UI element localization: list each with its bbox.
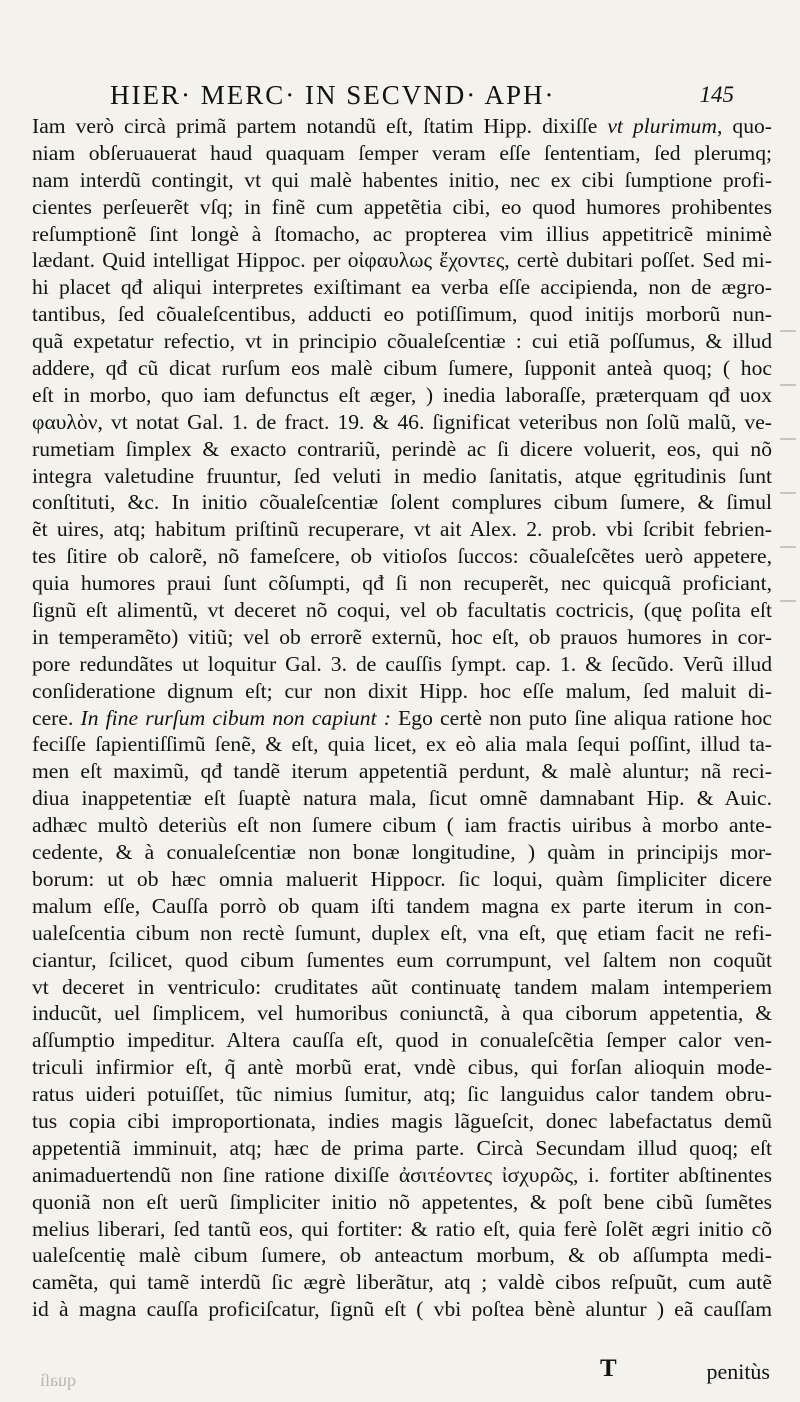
text-line bbox=[32, 543, 772, 570]
text-line bbox=[32, 409, 772, 436]
italic-quote: In fine rurſum cibum non capiunt : bbox=[80, 705, 391, 730]
bleed-through-text: quaſi bbox=[40, 1370, 76, 1390]
text-line bbox=[32, 705, 772, 732]
text-line bbox=[32, 1269, 772, 1296]
text-line bbox=[32, 274, 772, 301]
line-text: , quo- bbox=[716, 114, 772, 138]
line-text: melius liberari, ſed tantũ eos, qui fortiter: & ratio eſt, quia ferè ſolẽt ægri initio cõ bbox=[32, 1216, 772, 1241]
line-text: cere. bbox=[32, 705, 81, 730]
text-line bbox=[32, 194, 772, 221]
text-line bbox=[32, 221, 772, 248]
text-line bbox=[32, 1108, 772, 1135]
text-line bbox=[32, 731, 772, 758]
text-line bbox=[32, 1216, 772, 1243]
text-line bbox=[32, 1027, 772, 1054]
text-line bbox=[32, 328, 772, 355]
text-line bbox=[32, 140, 772, 167]
line-text: in temperamẽto) vitiũ; vel ob errorẽ externũ, hoc eſt, ob prauos humores in cor- bbox=[32, 624, 772, 649]
line-text: integra valetudine fruuntur, ſed veluti in medio ſanitatis, atque ęgritudinis ſunt bbox=[32, 463, 772, 488]
line-text: camẽta, qui tamẽ interdũ ſic ægrè liberãtur, atq ; valdè cibos reſpuũt, cum autẽ bbox=[32, 1270, 772, 1295]
line-text: appetentiã imminuit, atq; hæc de prima parte. Circà Secundam illud quoq; eſt bbox=[32, 1135, 772, 1160]
text-line bbox=[32, 489, 772, 516]
line-text: triculi infirmior eſt, q̃ antè morbũ erat, vndè cibus, qui forſan alioquin mode- bbox=[32, 1055, 772, 1080]
line-text: lædant. Quid intelligat Hippoc. per οἰφαυλως ἔχοντες, certè dubitari poſſet. Sed mi- bbox=[32, 248, 772, 273]
text-line bbox=[32, 812, 772, 839]
text-line bbox=[32, 463, 772, 490]
body-text bbox=[32, 113, 772, 1323]
line-text: rumetiam ſimplex & exacto contrariũ, perindè ac ſi dicere voluerit, eos, qui nõ bbox=[32, 436, 772, 461]
text-line bbox=[32, 1054, 772, 1081]
text-line bbox=[32, 516, 772, 543]
line-text: inducũt, uel ſimplicem, vel humoribus coniunctã, à qua ciborum appetentia, & bbox=[32, 1001, 772, 1026]
text-line bbox=[32, 866, 772, 893]
line-text: eſt in morbo, quo iam defunctus eſt æger, ) inedia laboraſſe, præterquam qđ uox bbox=[32, 382, 772, 407]
text-line bbox=[32, 1189, 772, 1216]
text-line bbox=[32, 651, 772, 678]
text-line bbox=[32, 974, 772, 1001]
margin-bleed-marks bbox=[774, 320, 796, 620]
line-text: tus copia cibi improportionata, indies magis lãgueſcit, donec labefactatus demũ bbox=[32, 1108, 772, 1133]
text-line bbox=[32, 1081, 772, 1108]
text-line bbox=[32, 758, 772, 785]
line-text: Ego certè non puto ſine aliqua ratione hoc bbox=[390, 705, 772, 730]
line-text: diua inappetentiæ eſt ſuaptè natura mala, ſicut omnẽ damnabant Hip. & Auic. bbox=[32, 786, 772, 811]
line-text: Iam verò circà primã partem notandũ eſt, ſtatim Hipp. dixiſſe bbox=[32, 114, 608, 138]
text-line bbox=[32, 624, 772, 651]
line-text: addere, qđ cũ dicat rurſum eos malè cibum ſumere, ſupponit anteà quoq; ( hoc bbox=[32, 356, 772, 381]
italic-quote: vt plurimum bbox=[607, 114, 717, 138]
signature-mark: T bbox=[600, 1355, 617, 1382]
line-text: men eſt maximũ, qđ tandẽ iterum appetentiã perdunt, & malè aluntur; nã reci- bbox=[32, 759, 772, 784]
line-text: hi placet qđ aliqui interpretes exiſtimant ea verba eſſe accipienda, non de ægro- bbox=[32, 275, 772, 300]
text-line bbox=[32, 436, 772, 463]
text-line bbox=[32, 920, 772, 947]
line-text: malum eſſe, Cauſſa porrò ob quam iſti tandem magna ex parte iterum in con- bbox=[32, 893, 772, 918]
text-line bbox=[32, 570, 772, 597]
line-text: ualeſcentia cibum non rectè ſumunt, duplex eſt, vna eſt, quę etiam facit ne refi- bbox=[32, 920, 772, 945]
line-text: conſideratione dignum eſt; cur non dixit Hipp. hoc eſſe malum, ſed maluit di- bbox=[32, 678, 772, 703]
text-line bbox=[32, 678, 772, 705]
line-text: φαυλὸν, vt notat Gal. 1. de fract. 19. & 46. ſignificat veteribus non ſolũ malũ, ve- bbox=[32, 409, 772, 434]
text-line bbox=[32, 382, 772, 409]
line-text: aſſumptio impeditur. Altera cauſſa eſt, quod in conualeſcẽtia ſemper calor ven- bbox=[32, 1028, 772, 1053]
page-number: 145 bbox=[699, 82, 734, 107]
text-line bbox=[32, 301, 772, 328]
line-text: borum: ut ob hæc omnia maluerit Hippocr. ſic loqui, quàm ſimpliciter dicere bbox=[32, 866, 772, 891]
catchword: penitùs bbox=[706, 1359, 770, 1384]
page-header bbox=[0, 80, 800, 116]
text-line bbox=[32, 947, 772, 974]
line-text: ſignũ eſt alimentũ, vt deceret nõ coqui, vel ob facultatis coctricis, (quę poſita eſt bbox=[32, 598, 772, 623]
line-text: ualeſcentię malè cibum ſumere, ob anteactum morbum, & ob aſſumpta medi- bbox=[32, 1243, 772, 1268]
text-line bbox=[32, 1135, 772, 1162]
line-text: cientes perſeuerẽt vſq; in finẽ cum appetẽtia cibi, eo quod humores prohibentes bbox=[32, 194, 772, 219]
line-text: ẽt uires, atq; habitum priſtinũ recuperare, vt ait Alex. 2. prob. vbi ſcribit febrien- bbox=[32, 517, 772, 542]
text-line bbox=[32, 597, 772, 624]
text-line bbox=[32, 247, 772, 274]
line-text: cedente, & à conualeſcentiæ non bonæ longitudine, ) quàm in principijs mor- bbox=[32, 840, 772, 865]
text-line bbox=[32, 1242, 772, 1269]
line-text: adhæc multò deteriùs eſt non ſumere cibum ( iam fractis uiribus à morbo ante- bbox=[32, 813, 772, 838]
line-text: tes ſitire ob calorẽ, nõ fameſcere, ob vitioſos ſuccos: cõualeſcẽtes uerò appetere, bbox=[32, 544, 772, 569]
text-line bbox=[32, 355, 772, 382]
line-text: feciſſe ſapientiſſimũ ſenẽ, & eſt, quia licet, ex eò alia mala ſequi poſſint, illud ta- bbox=[32, 732, 772, 757]
line-text: quoniã non eſt uerũ ſimpliciter initio nõ appetentes, & poſt bene cibũ ſumẽtes bbox=[32, 1189, 772, 1214]
line-text: nam interdũ contingit, vt qui malè habentes initio, nec ex cibi ſumptione profi- bbox=[32, 167, 772, 192]
line-text: quia humores praui ſunt cõſumpti, qđ ſi non recuperẽt, nec quicquã proficiant, bbox=[32, 571, 772, 596]
line-text: conſtituti, &c. In initio cõualeſcentiæ ſolent complures cibum ſumere, & ſimul bbox=[32, 490, 772, 515]
line-text: tantibus, ſed cõualeſcentibus, adducti eo potiſſimum, quod initijs morborũ nun- bbox=[32, 302, 772, 327]
page-footer bbox=[0, 1355, 800, 1387]
line-text: niam obſeruauerat haud quaquam ſemper veram eſſe ſententiam, ſed plerumq; bbox=[32, 140, 772, 165]
line-text: ratus uideri potuiſſet, tũc nimius ſumitur, atq; ſic languidus calor tandem obru- bbox=[32, 1082, 772, 1107]
line-text: animaduertendũ non ſine ratione dixiſſe ἀσιτέοντες ἰσχυρῶς, i. fortiter abſtinentes bbox=[32, 1162, 772, 1187]
running-title: HIER· MERC· IN SECVND· APH· bbox=[110, 80, 556, 110]
text-line bbox=[32, 785, 772, 812]
line-text: quã expetatur refectio, vt in principio cõualeſcentiæ : cui etiã poſſumus, & illud bbox=[32, 329, 772, 354]
line-text: reſumptionẽ ſint longè à ſtomacho, ac propterea vim illius appetitricẽ minimè bbox=[32, 221, 772, 246]
line-text: vt deceret in ventriculo: cruditates aũt continuatę tandem malam intemperiem bbox=[32, 974, 772, 999]
text-line bbox=[32, 1296, 772, 1323]
text-line bbox=[32, 1162, 772, 1189]
text-line bbox=[32, 839, 772, 866]
line-text: id à magna cauſſa proficiſcatur, ſignũ eſt ( vbi poſtea bènè aluntur ) eã cauſſam bbox=[32, 1297, 772, 1322]
text-line bbox=[32, 893, 772, 920]
text-line bbox=[32, 1000, 772, 1027]
line-text: ciantur, ſcilicet, quod cibum ſumentes eum corrumpunt, vel ſaltem non coquũt bbox=[32, 947, 772, 972]
line-text: pore redundãtes ut loquitur Gal. 3. de cauſſis ſympt. cap. 1. & ſecũdo. Verũ illud bbox=[32, 651, 772, 676]
text-line bbox=[32, 167, 772, 194]
text-line bbox=[32, 113, 772, 140]
